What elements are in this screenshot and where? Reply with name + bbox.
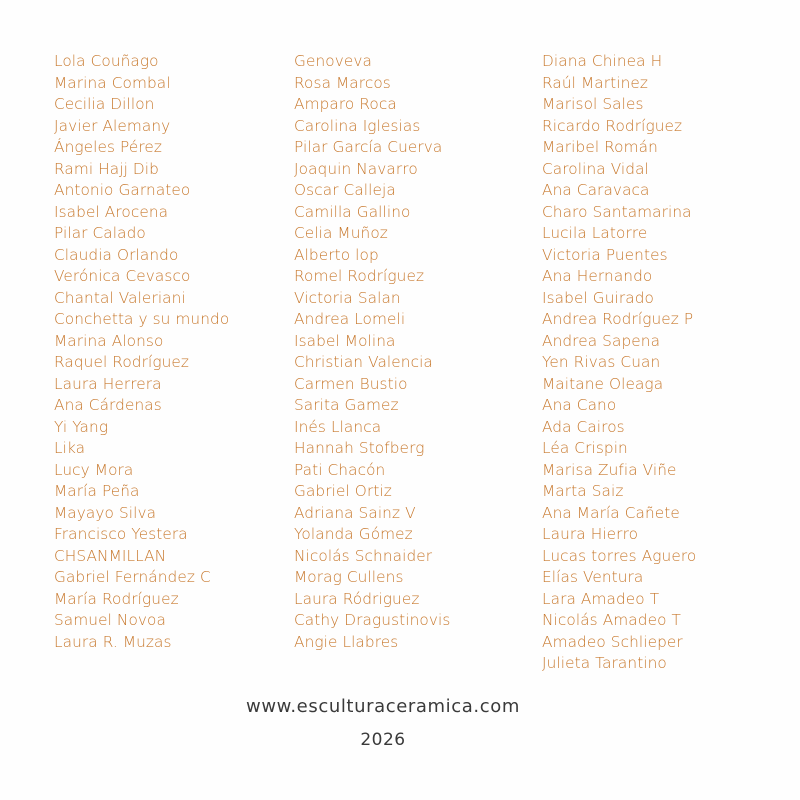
name-entry: Lucy Mora — [54, 460, 134, 479]
name-entry: Celia Muñoz — [294, 224, 388, 242]
name-entry: Raúl Martinez — [542, 73, 649, 92]
name-entry: Charo Santamarina — [542, 202, 692, 221]
name-entry: Samuel Novoa — [54, 611, 166, 629]
name-entry: Adriana Sainz V — [294, 503, 416, 522]
name-entry: Andrea Lomeli — [294, 310, 406, 328]
name-entry: Isabel Arocena — [54, 202, 169, 221]
name-entry: Marina Combal — [54, 73, 171, 92]
name-entry: Maitane Oleaga — [542, 374, 664, 393]
website-url: www.esculturaceramica.com — [246, 696, 520, 717]
name-entry: Julieta Tarantino — [542, 654, 667, 672]
name-entry: Amadeo Schlieper — [542, 632, 683, 651]
name-entry: Isabel Molina — [294, 331, 396, 350]
name-entry: Laura Herrera — [54, 374, 162, 393]
name-entry: CHSANMILLAN — [54, 546, 167, 565]
name-entry: María Peña — [54, 482, 140, 500]
name-entry: Chantal Valeriani — [54, 288, 186, 307]
name-entry: María Rodríguez — [54, 589, 179, 608]
year-label: 2026 — [360, 730, 406, 750]
name-entry: Angie Llabres — [294, 632, 399, 651]
name-entry: Lucas torres Aguero — [542, 546, 697, 565]
name-entry: Marta Saiz — [542, 482, 624, 500]
name-entry: Sarita Gamez — [294, 396, 399, 414]
name-entry: Maribel Román — [542, 138, 658, 156]
name-entry: Diana Chinea H — [542, 52, 663, 70]
name-entry: Hannah Stofberg — [294, 439, 425, 457]
name-entry: Andrea Rodríguez P — [542, 310, 694, 328]
name-entry: Amparo Roca — [294, 95, 397, 113]
name-entry: Ana Cano — [542, 396, 617, 414]
names-column-3 — [542, 51, 696, 675]
name-entry: Ángeles Pérez — [54, 138, 163, 156]
name-entry: Pati Chacón — [294, 460, 386, 479]
name-entry: Marisol Sales — [542, 95, 644, 113]
name-entry: Isabel Guirado — [542, 288, 655, 307]
name-entry: Yi Yang — [54, 417, 109, 436]
name-entry: Victoria Puentes — [542, 245, 668, 264]
name-entry: Rosa Marcos — [294, 73, 391, 92]
name-entry: Lola Couñago — [54, 52, 159, 70]
name-entry: Ada Cairos — [542, 417, 625, 436]
name-entry: Lika — [54, 439, 86, 457]
name-entry: Joaquin Navarro — [294, 159, 418, 178]
name-entry: Oscar Calleja — [294, 181, 396, 199]
name-entry: Gabriel Ortiz — [294, 482, 392, 500]
name-entry: Antonio Garnateo — [54, 181, 191, 199]
name-entry: Ana Cárdenas — [54, 396, 162, 414]
name-entry: Cecilia Dillon — [54, 95, 155, 113]
name-entry: Yolanda Gómez — [294, 525, 413, 543]
name-entry: Conchetta y su mundo — [54, 310, 230, 328]
name-entry: Carolina Iglesias — [294, 116, 421, 135]
name-entry: Léa Crispin — [542, 439, 628, 457]
name-entry: Gabriel Fernández C — [54, 568, 211, 586]
name-entry: Laura Ródriguez — [294, 589, 420, 608]
name-entry: Ana María Cañete — [542, 503, 680, 522]
name-entry: Inés Llanca — [294, 417, 382, 436]
name-entry: Romel Rodríguez — [294, 267, 425, 285]
names-column-1 — [54, 51, 229, 653]
name-entry: Alberto lop — [294, 245, 379, 264]
names-column-2 — [294, 51, 450, 653]
name-entry: Victoria Salan — [294, 288, 401, 307]
name-entry: Laura R. Muzas — [54, 632, 172, 651]
name-entry: Mayayo Silva — [54, 503, 157, 522]
name-entry: Lucila Latorre — [542, 224, 648, 242]
name-entry: Carmen Bustio — [294, 374, 408, 393]
name-entry: Javier Alemany — [54, 116, 171, 135]
name-entry: Pilar Calado — [54, 224, 146, 242]
name-entry: Ana Caravaca — [542, 181, 650, 199]
name-entry: Marisa Zufia Viñe — [542, 460, 677, 479]
name-entry: Genoveva — [294, 52, 373, 70]
name-entry: Cathy Dragustinovis — [294, 611, 451, 629]
name-entry: Rami Hajj Dib — [54, 159, 159, 178]
name-entry: Lara Amadeo T — [542, 589, 660, 608]
name-entry: Ricardo Rodríguez — [542, 116, 683, 135]
name-entry: Carolina Vidal — [542, 159, 649, 178]
name-entry: Claudia Orlando — [54, 245, 179, 264]
name-entry: Nicolás Amadeo T — [542, 611, 681, 629]
name-entry: Yen Rivas Cuan — [542, 353, 661, 371]
name-entry: Morag Cullens — [294, 568, 404, 586]
name-entry: Christian Valencia — [294, 353, 433, 371]
name-entry: Verónica Cevasco — [54, 267, 191, 285]
name-entry: Andrea Sapena — [542, 331, 661, 350]
name-entry: Elías Ventura — [542, 568, 644, 586]
name-entry: Raquel Rodríguez — [54, 353, 190, 371]
name-entry: Marina Alonso — [54, 331, 164, 350]
name-entry: Nicolás Schnaider — [294, 546, 433, 565]
name-entry: Laura Hierro — [542, 525, 639, 543]
name-entry: Francisco Yestera — [54, 525, 188, 543]
name-entry: Pilar García Cuerva — [294, 138, 443, 156]
name-entry: Camilla Gallino — [294, 202, 411, 221]
name-entry: Ana Hernando — [542, 267, 653, 285]
